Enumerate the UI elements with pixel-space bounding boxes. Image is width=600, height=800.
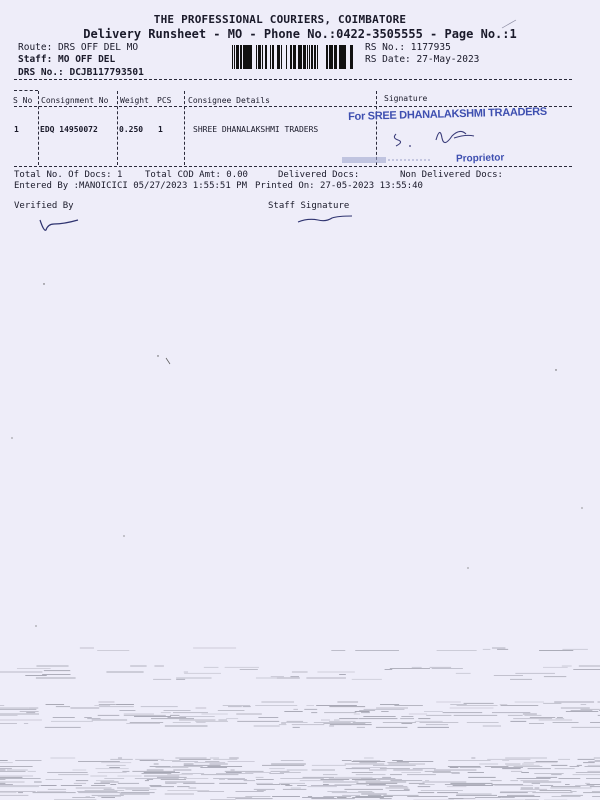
entered-by: Entered By :MANOICICI 05/27/2023 1:55:51 PM <box>14 181 247 191</box>
row-sno: 1 <box>14 125 19 134</box>
col-header-weight: Weight <box>120 96 149 105</box>
col-divider-1 <box>38 91 39 165</box>
staff-signature-label: Staff Signature <box>268 201 350 211</box>
col-divider-2 <box>117 91 118 165</box>
company-stamp: For SREE DHANALAKSHMI TRAADERS <box>348 105 548 123</box>
runsheet-title: Delivery Runsheet - MO - Phone No.:0422-3505555 - Page No.:1 <box>83 27 517 41</box>
handwritten-signature <box>388 118 528 158</box>
divider-bottom <box>14 166 572 167</box>
proprietor-label: Proprietor <box>455 152 505 165</box>
total-cod: Total COD Amt: 0.00 <box>145 170 248 180</box>
scan-noise-band <box>0 640 600 800</box>
staff-text: Staff: MO OFF DEL <box>18 54 116 65</box>
verified-signature <box>36 214 80 234</box>
printed-on: Printed On: 27-05-2023 13:55:40 <box>255 181 423 191</box>
staff-signature-mark <box>296 210 356 228</box>
delivered-docs: Delivered Docs: <box>278 170 360 180</box>
col-header-pcs: PCS <box>157 96 172 105</box>
col-header-consignee: Consignee Details <box>188 96 270 105</box>
barcode <box>232 45 354 69</box>
scan-specks <box>0 270 600 690</box>
row-consignment: EDQ 14950072 <box>40 125 98 134</box>
row-pcs: 1 <box>158 125 163 134</box>
non-delivered-docs: Non Delivered Docs: <box>400 170 503 180</box>
drs-number: DRS No.: DCJB117793501 <box>18 67 144 78</box>
col-header-signature: Signature <box>384 94 428 103</box>
rs-date: RS Date: 27-May-2023 <box>365 54 480 65</box>
company-name: THE PROFESSIONAL COURIERS, COIMBATORE <box>153 13 407 26</box>
row-consignee: SHREE DHANALAKSHMI TRADERS <box>193 125 319 134</box>
rs-number: RS No.: 1177935 <box>365 42 451 53</box>
stamp-underline-blur <box>342 154 432 166</box>
stray-mark <box>500 18 520 30</box>
col-header-sno: S No <box>13 96 33 105</box>
row-weight: 0.250 <box>119 125 144 134</box>
col-header-consignment: Consignment No <box>41 96 109 105</box>
total-docs: Total No. Of Docs: 1 <box>14 170 123 180</box>
divider-sno-top <box>14 90 38 91</box>
divider-top <box>14 79 572 80</box>
verified-by-label: Verified By <box>14 201 74 211</box>
route-text: Route: DRS OFF DEL MO <box>18 42 139 53</box>
col-divider-3 <box>184 91 185 165</box>
